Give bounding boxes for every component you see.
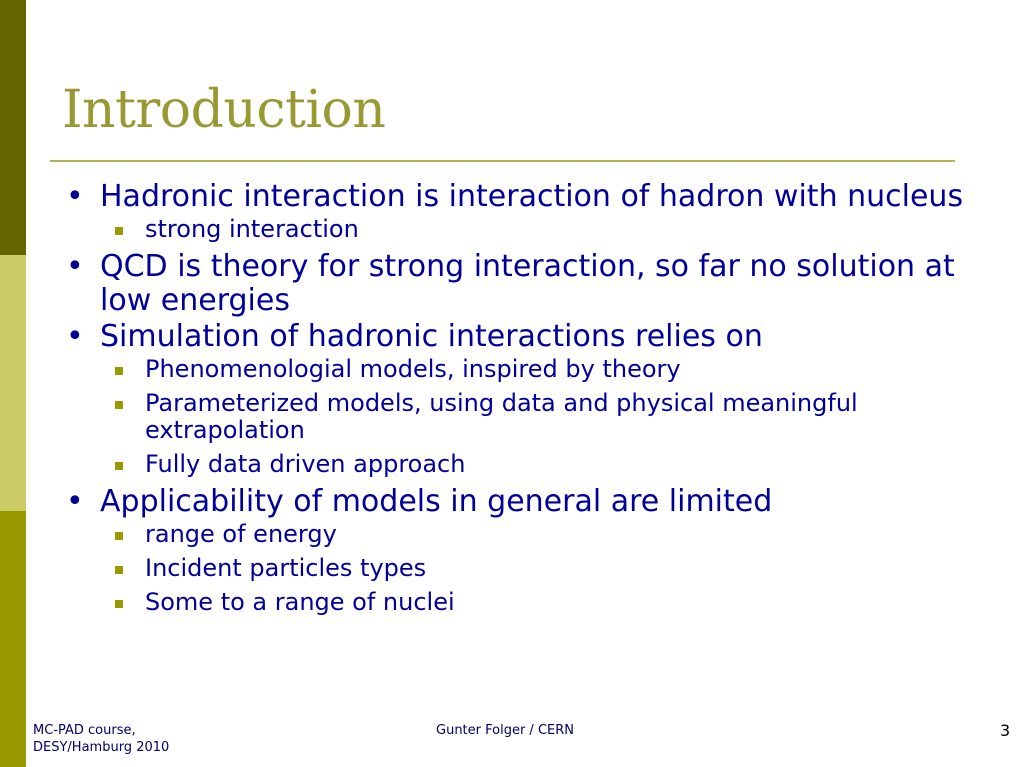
- bullet-dot-icon: •: [66, 484, 84, 519]
- sub-bullet-item: [60, 555, 980, 582]
- sub-bullet-item: [60, 521, 980, 548]
- bullet-item: [60, 250, 980, 318]
- square-bullet-icon: [115, 532, 123, 540]
- bullet-text: Applicability of models in general are limited: [100, 484, 773, 519]
- bullet-dot-icon: •: [66, 319, 84, 354]
- slide-body: [60, 180, 980, 623]
- side-band-dark: [0, 0, 26, 255]
- sub-bullet-item: [60, 356, 980, 383]
- footer-author: Gunter Folger / CERN: [436, 723, 574, 738]
- bullet-item: [60, 320, 980, 354]
- bullet-text: QCD is theory for strong interaction, so far no solution at low energies: [100, 249, 955, 318]
- slide-title: Introduction: [62, 80, 386, 140]
- sub-bullet-text: Incident particles types: [145, 554, 427, 582]
- sub-bullet-item: [60, 451, 980, 478]
- sub-bullet-text: range of energy: [145, 520, 337, 548]
- side-band-light: [0, 255, 26, 511]
- square-bullet-icon: [115, 462, 123, 470]
- bullet-item: [60, 180, 980, 214]
- sub-bullet-text: Phenomenologial models, inspired by theory: [145, 355, 681, 383]
- bullet-dot-icon: •: [66, 249, 84, 284]
- footer-course-line1: MC-PAD course,: [33, 723, 136, 738]
- side-band-olive: [0, 511, 26, 767]
- square-bullet-icon: [115, 227, 123, 235]
- bullet-text: Hadronic interaction is interaction of hadron with nucleus: [100, 179, 964, 214]
- footer-course: [33, 722, 169, 756]
- bullet-item: [60, 485, 980, 519]
- sub-bullet-text: Parameterized models, using data and physical meaningful extrapolation: [145, 389, 858, 444]
- square-bullet-icon: [115, 600, 123, 608]
- title-divider: [50, 160, 955, 162]
- page-number: 3: [1000, 721, 1011, 740]
- bullet-text: Simulation of hadronic interactions relies on: [100, 319, 763, 354]
- square-bullet-icon: [115, 367, 123, 375]
- footer-course-line2: DESY/Hamburg 2010: [33, 740, 170, 755]
- sub-bullet-item: [60, 216, 980, 243]
- square-bullet-icon: [115, 401, 123, 409]
- square-bullet-icon: [115, 566, 123, 574]
- sub-bullet-text: strong interaction: [145, 215, 359, 243]
- sub-bullet-item: [60, 390, 980, 444]
- sub-bullet-text: Some to a range of nuclei: [145, 588, 455, 616]
- sub-bullet-item: [60, 589, 980, 616]
- sub-bullet-text: Fully data driven approach: [145, 450, 466, 478]
- bullet-dot-icon: •: [66, 179, 84, 214]
